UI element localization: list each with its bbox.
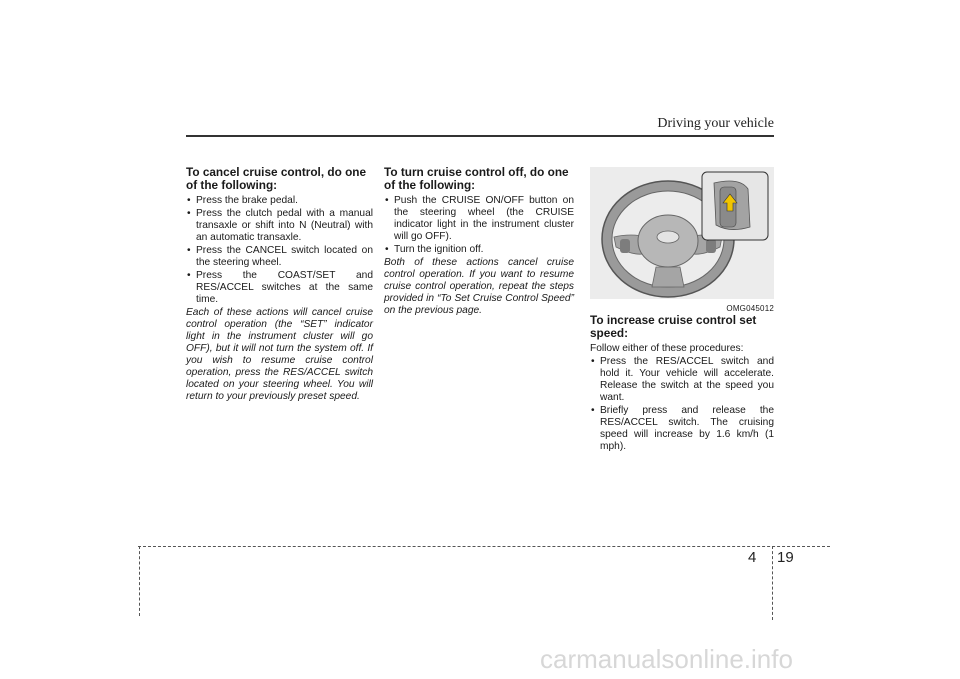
list-item: • Turn the ignition off. bbox=[384, 244, 574, 256]
cancel-cruise-heading: To cancel cruise control, do one of the following: bbox=[186, 165, 367, 192]
watermark: carmanualsonline.info bbox=[540, 644, 793, 674]
steering-wheel-icon bbox=[590, 167, 774, 299]
figure-caption: OMG045012 bbox=[726, 304, 774, 313]
steering-wheel-figure bbox=[590, 167, 774, 299]
list-item: • Press the COAST/SET and RES/ACCEL switches at the same time. bbox=[186, 270, 373, 306]
list-item: • Press the CANCEL switch located on the steering wheel. bbox=[186, 245, 373, 269]
turn-off-cruise-note: Both of these actions cancel cruise control operation. If you want to resume cruise control operation, repeat the steps provided in “To Set Cruise Control Speed” on the previous page. bbox=[384, 257, 574, 316]
increase-speed-heading: To increase cruise control set speed: bbox=[590, 313, 757, 340]
header-title: Driving your vehicle bbox=[657, 116, 774, 131]
increase-speed-intro: Follow either of these procedures: bbox=[590, 343, 744, 354]
list-item: • Press the brake pedal. bbox=[186, 195, 373, 207]
list-item: • Briefly press and release the RES/ACCEL switch. The cruising speed will increase by 1.6 km/h (1 mph). bbox=[590, 405, 774, 453]
turn-off-cruise-section bbox=[384, 166, 574, 317]
list-item: • Press the RES/ACCEL switch and hold it. Your vehicle will accelerate. Release the switch at the speed you want. bbox=[590, 356, 774, 404]
footer-rule bbox=[138, 546, 830, 547]
chapter-number: 4 bbox=[748, 549, 757, 566]
footer-divider bbox=[772, 546, 773, 620]
cancel-cruise-section bbox=[186, 166, 373, 403]
turn-off-cruise-list bbox=[384, 195, 574, 256]
cancel-cruise-note: Each of these actions will cancel cruise control operation (the “SET” indicator light in the instrument cluster will go OFF), but it will not turn the system off. If you wish to resume cruise control operation, press the RES/ACCEL switch located on your steering wheel. You will return to your previously preset speed. bbox=[186, 307, 373, 402]
list-item: • Press the clutch pedal with a manual transaxle or shift into N (Neutral) with an automatic transaxle. bbox=[186, 208, 373, 244]
page-number: 19 bbox=[777, 549, 794, 566]
increase-speed-list bbox=[590, 356, 774, 453]
cancel-cruise-list bbox=[186, 195, 373, 306]
header-rule bbox=[186, 135, 774, 137]
turn-off-cruise-heading: To turn cruise control off, do one of the following: bbox=[384, 165, 569, 192]
list-item: • Push the CRUISE ON/OFF button on the steering wheel (the CRUISE indicator light in the instrument cluster will go OFF). bbox=[384, 195, 574, 243]
footer-divider-left bbox=[139, 546, 140, 616]
increase-speed-section bbox=[590, 314, 774, 454]
